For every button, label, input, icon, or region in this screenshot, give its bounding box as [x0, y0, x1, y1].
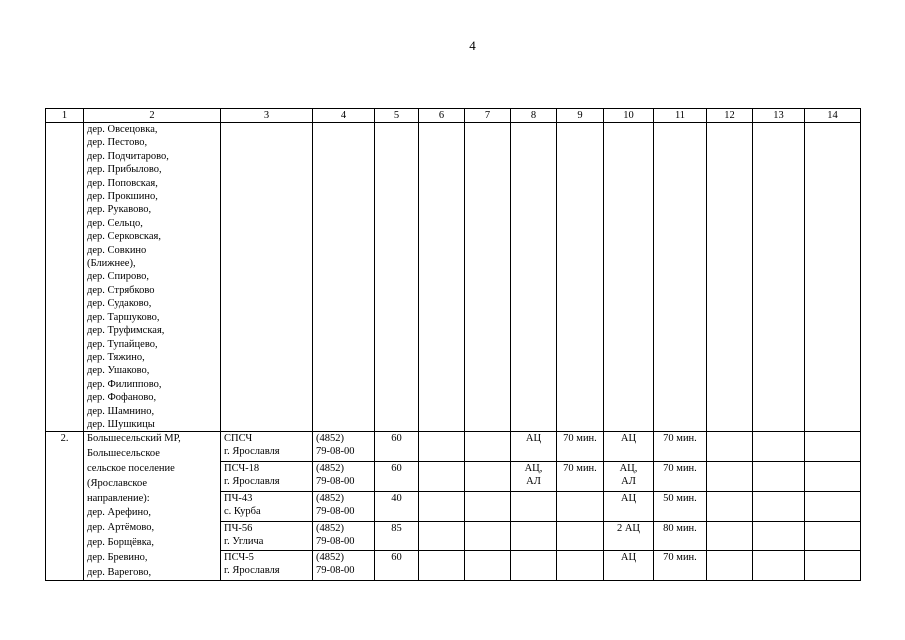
cell-line: дер. Сельцо, — [87, 217, 143, 229]
fire-unit-cell — [221, 462, 313, 492]
cell-line: ПСЧ-18 — [224, 463, 260, 475]
cell-line: 79-08-00 — [316, 565, 355, 577]
cell-line: Большесельский МР, — [87, 433, 181, 445]
row-number: 2. — [46, 432, 84, 581]
cell-line: дер. Шамнино, — [87, 405, 155, 417]
cell-line: г. Ярославля — [224, 446, 280, 458]
equipment-cell — [511, 521, 557, 551]
cell-line: дер. Подчитарово, — [87, 150, 169, 162]
fire-unit-cell — [221, 521, 313, 551]
empty-cell — [805, 491, 861, 521]
column-number-10: 10 — [604, 109, 654, 123]
distance-cell: 60 — [375, 432, 419, 462]
equipment-cell — [604, 491, 654, 521]
empty-cell — [465, 432, 511, 462]
empty-cell — [419, 551, 465, 581]
cell-line: 79-08-00 — [316, 505, 355, 517]
column-number-row — [46, 109, 861, 123]
equipment-cell — [511, 551, 557, 581]
cell-line: 2 АЦ — [616, 522, 641, 534]
time-cell: 70 мин. — [654, 551, 707, 581]
fire-response-table — [45, 108, 861, 581]
empty-cell — [419, 123, 465, 432]
cell-line: ПСЧ-5 — [224, 552, 254, 564]
cell-line: дер. Варегово, — [87, 566, 152, 578]
cell-line: сельское поселение — [87, 462, 175, 474]
empty-cell — [465, 551, 511, 581]
empty-cell — [707, 521, 753, 551]
time-cell — [557, 521, 604, 551]
empty-cell — [805, 123, 861, 432]
fire-unit-cell — [221, 491, 313, 521]
cell-line: дер. Прибылово, — [87, 164, 162, 176]
distance-cell: 40 — [375, 491, 419, 521]
cell-line: дер. Шушкицы — [87, 418, 155, 430]
cell-line: дер. Поповская, — [87, 177, 158, 189]
empty-cell — [511, 123, 557, 432]
column-number-14: 14 — [805, 109, 861, 123]
time-cell: 80 мин. — [654, 521, 707, 551]
cell-line: АЦ — [620, 492, 637, 504]
time-cell — [557, 551, 604, 581]
column-number-7: 7 — [465, 109, 511, 123]
time-cell: 70 мин. — [557, 462, 604, 492]
empty-cell — [805, 521, 861, 551]
empty-cell — [707, 123, 753, 432]
phone-cell — [313, 551, 375, 581]
cell-line: (4852) — [316, 463, 344, 475]
phone-cell — [313, 491, 375, 521]
time-cell: 70 мин. — [654, 432, 707, 462]
empty-cell — [707, 551, 753, 581]
cell-line: направление): — [87, 492, 150, 504]
cell-line: АЦ, — [619, 463, 638, 475]
cell-line: АЦ — [620, 433, 637, 445]
cell-line: дер. Пестово, — [87, 137, 148, 149]
cell-line: (4852) — [316, 552, 344, 564]
cell-line: дер. Бревино, — [87, 551, 148, 563]
phone-cell — [313, 521, 375, 551]
cell-line: Большесельское — [87, 448, 160, 460]
equipment-cell — [604, 521, 654, 551]
empty-cell — [557, 123, 604, 432]
cell-line: дер. Арефино, — [87, 507, 152, 519]
cell-line: ПЧ-56 — [224, 522, 253, 534]
cell-line: дер. Рукавово, — [87, 204, 152, 216]
cell-line: АЦ — [525, 433, 542, 445]
empty-cell — [753, 491, 805, 521]
table-row — [46, 432, 861, 462]
cell-line: дер. Тупайцево, — [87, 338, 158, 350]
cell-line: дер. Артёмово, — [87, 522, 155, 534]
cell-line: АЦ, — [524, 463, 543, 475]
column-number-8: 8 — [511, 109, 557, 123]
cell-line: дер. Стрябково — [87, 284, 155, 296]
time-cell: 50 мин. — [654, 491, 707, 521]
column-number-3: 3 — [221, 109, 313, 123]
table-row — [46, 123, 861, 432]
cell-line: дер. Серковская, — [87, 231, 161, 243]
cell-line: (4852) — [316, 492, 344, 504]
empty-cell — [313, 123, 375, 432]
fire-unit-cell — [221, 551, 313, 581]
empty-cell — [805, 432, 861, 462]
cell-line: дер. Прокшино, — [87, 191, 158, 203]
empty-cell — [753, 123, 805, 432]
cell-line: дер. Труфимская, — [87, 325, 165, 337]
column-number-2: 2 — [84, 109, 221, 123]
equipment-cell — [511, 491, 557, 521]
empty-cell — [654, 123, 707, 432]
empty-cell — [753, 521, 805, 551]
row-number-cell — [46, 123, 84, 432]
cell-line: дер. Филиппово, — [87, 378, 162, 390]
cell-line: СПСЧ — [224, 433, 253, 445]
cell-line: дер. Спирово, — [87, 271, 150, 283]
phone-cell — [313, 462, 375, 492]
empty-cell — [465, 462, 511, 492]
column-number-6: 6 — [419, 109, 465, 123]
cell-line: дер. Совкино — [87, 244, 147, 256]
cell-line: дер. Судаково, — [87, 298, 152, 310]
empty-cell — [707, 432, 753, 462]
column-number-4: 4 — [313, 109, 375, 123]
empty-cell — [805, 551, 861, 581]
cell-line: ПЧ-43 — [224, 492, 253, 504]
phone-cell — [313, 432, 375, 462]
empty-cell — [221, 123, 313, 432]
settlement-description — [84, 432, 221, 581]
cell-line: дер. Овсецовка, — [87, 124, 158, 135]
distance-cell: 60 — [375, 551, 419, 581]
empty-cell — [753, 462, 805, 492]
empty-cell — [753, 551, 805, 581]
cell-line: 79-08-00 — [316, 476, 355, 488]
time-cell: 70 мин. — [557, 432, 604, 462]
settlement-list-cell — [84, 123, 221, 432]
empty-cell — [805, 462, 861, 492]
cell-line: АЦ — [620, 552, 637, 564]
empty-cell — [707, 462, 753, 492]
time-cell: 70 мин. — [654, 462, 707, 492]
column-number-5: 5 — [375, 109, 419, 123]
cell-line: 79-08-00 — [316, 535, 355, 547]
equipment-cell — [511, 462, 557, 492]
empty-cell — [419, 462, 465, 492]
cell-line: дер. Ушаково, — [87, 365, 150, 377]
cell-line: 79-08-00 — [316, 446, 355, 458]
empty-cell — [375, 123, 419, 432]
empty-cell — [465, 491, 511, 521]
cell-line: (Ближнее), — [87, 258, 136, 270]
empty-cell — [604, 123, 654, 432]
column-number-1: 1 — [46, 109, 84, 123]
cell-line: с. Курба — [224, 505, 261, 517]
cell-line: (4852) — [316, 433, 344, 445]
empty-cell — [707, 491, 753, 521]
equipment-cell — [511, 432, 557, 462]
cell-line: дер. Таршуково, — [87, 311, 160, 323]
cell-line: (4852) — [316, 522, 344, 534]
empty-cell — [419, 521, 465, 551]
distance-cell: 85 — [375, 521, 419, 551]
cell-line: дер. Борщёвка, — [87, 536, 154, 548]
cell-line: АЛ — [526, 476, 541, 488]
time-cell — [557, 491, 604, 521]
cell-line: г. Ярославля — [224, 476, 280, 488]
equipment-cell — [604, 551, 654, 581]
cell-line: г. Углича — [224, 535, 264, 547]
column-number-12: 12 — [707, 109, 753, 123]
equipment-cell — [604, 462, 654, 492]
column-number-13: 13 — [753, 109, 805, 123]
table-body — [46, 109, 861, 581]
empty-cell — [465, 123, 511, 432]
empty-cell — [419, 432, 465, 462]
cell-line: АЛ — [621, 476, 636, 488]
column-number-11: 11 — [654, 109, 707, 123]
cell-line: дер. Тяжино, — [87, 351, 145, 363]
empty-cell — [419, 491, 465, 521]
fire-unit-cell — [221, 432, 313, 462]
distance-cell: 60 — [375, 462, 419, 492]
column-number-9: 9 — [557, 109, 604, 123]
page-number: 4 — [469, 38, 476, 53]
equipment-cell — [604, 432, 654, 462]
cell-line: г. Ярославля — [224, 565, 280, 577]
empty-cell — [465, 521, 511, 551]
cell-line: (Ярославское — [87, 477, 147, 489]
cell-line: дер. Фофаново, — [87, 392, 157, 404]
empty-cell — [753, 432, 805, 462]
